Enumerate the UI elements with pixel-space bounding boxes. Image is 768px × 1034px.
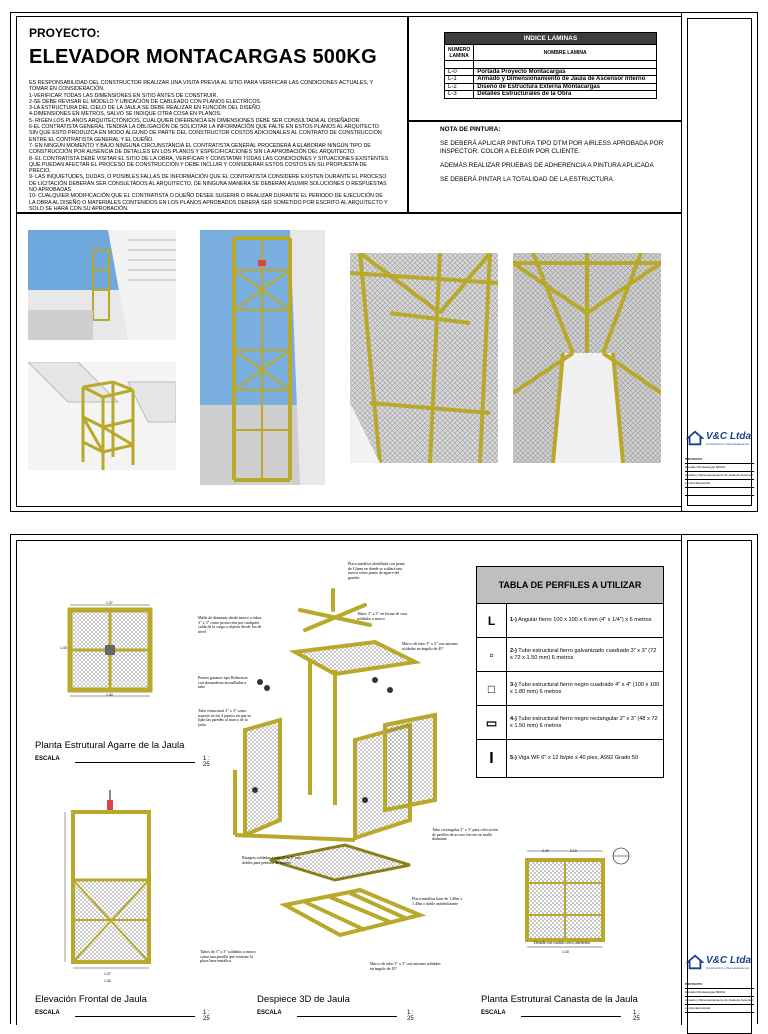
tb-line-2: Armado y Dimensionamiento de Jaula de Ascensor [685,997,754,1005]
escala-label: ESCALA [481,1010,506,1016]
tb-proyecto: PROYECTO: [685,981,754,989]
scale-elevacion [35,1010,210,1022]
table-row [477,671,663,705]
page-title: ELEVADOR MONTACARGAS 500KG [29,46,377,68]
construction-notes [29,80,389,212]
tb-line-1: Elevador Montacargas 500KG [685,989,754,997]
brand-sub: Construcción y Remodelaciones [706,441,750,446]
title-block [681,13,757,511]
company-logo [686,423,753,453]
dim-h1: 1.40 [60,646,67,650]
row-num: 4-) [510,715,517,722]
tb-line-3: Lamina Estructural [685,480,754,488]
annotation: Tubo rectangular 2" x 3" para colocación de perfiles de acceso tercero en malla diamante [432,827,498,842]
tb-line-4 [685,488,754,496]
note: 4-DIMENSIONES EN METROS, SALVO SE INDIQUE OTRA COSA EN PLANOS. [29,111,222,118]
row-num: 3-) [510,681,517,688]
row-num: 1-) [510,617,517,623]
row-num: L-1 [445,76,474,84]
render-stair-view [28,362,176,470]
col-numero: NUMERO LAMINA [445,45,474,61]
table-row [445,91,657,99]
paint-p1: SE DEBERÁ APLICAR PINTURA TIPO DTM POR AIRLESS APROBADA POR INSPECTOR. COLOR A ELEGIR POR CLIENTE. [440,140,664,155]
section-marker-icon [610,845,632,867]
table-row [477,739,663,777]
annotation: Malla de diamante desde marco a tubos 3" x 3" como protección por cualquier caída de la carga u objetos desde 1m de nivel [198,615,262,634]
table-row [477,637,663,671]
label-planta-agarre: Planta Estrutural Agarre de la Jaula [35,740,185,751]
note: 2-SE DEBE REVISAR EL MODELO Y UBICACIÓN DE CABLEADO CON PLANOS ELECTRICOS. [29,98,262,105]
brand-name: V&C Ltda [706,430,751,442]
scale-despiece [257,1010,414,1022]
proyecto-label: PROYECTO: [29,26,101,40]
house-icon [686,429,704,447]
title-block-lines [685,981,754,1013]
tabla-perfiles [476,566,664,778]
render-elevation-view [200,230,325,485]
table-row [477,603,663,637]
table-row [477,705,663,739]
annotation: Placa metálica base de 1.40m x 1.40m o doble antideslizante [412,896,463,906]
row-text: Angular fierro 100 x 100 x 6 mm (4" x 1/4") x 6 metros [518,617,652,623]
row-name: Armado y Dimensionamiento de Jaula de Ascensor Interno [474,76,657,84]
scale-value: 1 : 25 [203,756,210,768]
brand-sub: Construcción y Remodelaciones [706,965,750,970]
table-row [445,83,657,91]
scale-canasta [481,1010,640,1022]
dim-e-w1: 1.37 [104,972,111,976]
company-logo [686,947,753,977]
brand-name: V&C Ltda [706,954,751,966]
paint-p2: ADEMÁS REALIZAR PRUEBAS DE ADHERENCIA A PINTURA APLICADA [440,162,654,169]
annotation: Bisagras soldadas a tubo 3" x 3" con dobles para permitir de acceso [242,855,301,865]
table-row [445,68,657,76]
row-name: Portada Proyecto Montacargas [474,68,657,76]
tb-line-1: Elevador Montacargas 500KG [685,464,754,472]
table-row [445,76,657,84]
annotation: Marco de tubo 3" x 3" con uniones soldadas en ángulo de 45° [402,641,458,651]
row-num: L-3 [445,91,474,99]
tb-proyecto: PROYECTO: [685,456,754,464]
tb-line-2: Armado y Dimensionamiento de Jaula de Ascensor [685,472,754,480]
note: 6-EL CONTRATISTA GENERAL TENDRÁ LA OBLIGACIÓN DE SOLICITAR LA INFORMACIÓN QUE FALTE EN ESTOS PLANOS AL ARQUITECTO SIN QUE ESTO PRODUZCA EN MODO ALGUNO DE PARTE DEL CONSTRUCTOR COSTOS ADICIONALES AL CONTRATO DE CONSTRUCCIÓN ENTRE EL CONTRATISTA GENERAL Y EL DUEÑO. [29,124,382,143]
scale-value: 1 : 25 [407,1010,414,1022]
escala-label: ESCALA [35,756,60,762]
scale-value: 1 : 25 [203,1010,210,1022]
annotation: Marco de tubo 3" x 3" con uniones soldadas en ángulo de 45° [370,961,441,971]
row-name: Diseño de Estructura Externa Montacargas [474,83,657,91]
dim-c-w: 1.40 [562,950,569,954]
render-interior-view-2 [513,253,661,463]
paint-note [440,126,670,190]
row-name: Detalles Estructurales de la Obra [474,91,657,99]
note: 5- RIGEN LOS PLANOS ARQUITECTÓNICOS, CUALQUIER DIFERENCIA EN DIMENSIONES DEBE SER CONSULTADA AL DISEÑADOR. [29,117,361,124]
drawing-planta-canasta [515,845,615,955]
paint-title: NOTA DE PINTURA: [440,126,501,133]
drawing-elevacion-frontal [55,790,165,980]
row-num: 5-) [510,755,517,761]
rectangular-tube-icon: ▭ [477,706,507,739]
dim-e-w2: 1.40 [104,979,111,983]
label-despiece: Despiece 3D de Jaula [257,994,350,1005]
annotation: Tubos 3" x 3" en forma de cruz soldados a marco [357,611,408,621]
annotation: Tubo estructural 3" x 3" como soporte en los 4 puntos en que se fijan las paredes al marco de la jaula [198,708,251,727]
note: 10- CUALQUIER MODIFICACIÓN QUE EL CONTRATISTA O DUEÑO DESEE SUGERIR O REALIZAR DURANTE EL PERIODO DE EJECUCIÓN DE LA OBRA AL DISEÑO O MATERIALES CONTENIDOS EN LOS PLANOS APROBADOS DEBERÁ SER SOMETIDO POR ESCRITO AL ARQUITECTO Y SOLO SE HARÁ CON SU APROBACIÓN. [29,193,388,212]
note: 8- EL CONTRATISTA DEBE VISITAR EL SITIO DE LA OBRA, VERIFICAR Y CONSTATAR TODAS LAS CONDICIONES Y SITUACIONES EXISTENTES QUE PUEDAN AFECTAR EL PROCESO DE CONSTRUCCIÓN Y DEBE INCLUIR Y CONSIDERAR ESTOS COSTOS EN SU PROPUESTA DE PRECIO. [29,155,389,175]
dim-c-mid: 0.10 [570,849,577,853]
row-text: Tubo estructural fierro negro cuadrado 4" x 4" (100 x 100 x 1.80 mm) 6 metros [510,681,660,695]
square-tube-large-icon: □ [477,672,507,705]
row-text: Viga WF 6" x 12 lb/pie x 40 pies, A992 Grado 50 [518,755,639,761]
annotation: Tubos de 3" x 3" soldados a marco como una parrilla que sostiene la placa base metálica [200,949,256,964]
title-block-lines [685,456,754,496]
render-interior-view-1 [350,253,498,463]
angular-profile-icon: L [477,604,507,637]
tb-line-3: Lamina Estructural [685,1005,754,1013]
row-num: L-2 [445,83,474,91]
annotation: Detalle con cordón cerco alrededor [534,940,591,945]
row-text: Tubo estructural fierro negro rectangular 2" x 3" (48 x 72 x 1.50 mm) 6 metros [510,715,658,729]
row-num: 2-) [510,647,517,654]
note: 3-LA ESTRUCTURA DEL CIELO DE LA JAULA SE DEBE REALIZAR EN FUNCIÓN DEL DISEÑO. [29,105,262,112]
note: 1-VERIFICAR TODAS LAS DIMENSIONES EN SITIO ANTES DE CONSTRUIR. [29,92,218,99]
label-canasta: Planta Estrutural Canasta de la Jaula [481,994,638,1005]
wf-beam-icon: I [477,740,507,777]
scale-value: 1 : 25 [633,1010,640,1022]
col-nombre: NOMBRE LAMINA [474,45,657,61]
escala-label: ESCALA [35,1010,60,1016]
row-num: L-0 [445,68,474,76]
title-block [681,535,757,1024]
indice-title: INDICE LAMINAS [445,33,657,45]
escala-label: ESCALA [257,1010,282,1016]
house-icon [686,953,704,971]
indice-laminas-table [444,32,657,99]
label-elevacion: Elevación Frontal de Jaula [35,994,147,1005]
note: ES RESPONSABILIDAD DEL CONSTRUCTOR REALIZAR UNA VISITA PREVIA AL SITIO PARA VERIFICAR LAS CONDICIONES ACTUALES, Y TOMAR EN CONSIDERACIÓN. [29,80,374,93]
note: 7- EN NINGÚN MOMENTO Y BAJO NINGUNA CIRCUNSTANCIA EL CONTRATISTA GENERAL PROCEDERÁ A ELABORAR NINGÚN TIPO DE CONSTRUCCIÓN POR AUSENCIA DE DETALLES EN LOS PLANOS Y ESPECIFICACIONES SIN LA APROBACIÓN DEL ARQUITECTO. [29,142,371,156]
dim-c-top: 0.49 [542,849,549,853]
drawing-planta-agarre [60,600,160,700]
row-text: Tubo estructural fierro galvanizado cuadrado 3" x 3" (72 x 72 x 1.50 mm) 6 metros [510,647,657,661]
dim-w2: 1.40 [106,693,113,697]
paint-p3: SE DEBERÁ PINTAR LA TOTALIDAD DE LA ESTRUCTURA [440,176,613,183]
dim-w1: 1.37 [106,601,113,605]
tabla-title: TABLA DE PERFILES A UTILIZAR [477,567,663,603]
scale-planta-agarre [35,756,210,768]
note: 9- LAS INQUIETUDES, DUDAS, O POSIBLES FALLAS DE INFORMACIÓN QUE EL CONTRATISTA CONSIDERE EXISTEN DURANTE EL PROCESO DE LICITACIÓN DEBERÁN SER CONSULTADOS AL ARQUITECTO, DE NINGUNA MANERA SE DEBERÁN ASUMIR SOLUCIONES O RESPUESTAS NO APROBADAS. [29,174,387,194]
render-exterior-view [28,230,176,340]
annotation: Pernos gusanos tipo Robertson con abrazaderas atornilladas a tubo [198,675,248,690]
square-tube-icon: ▫ [477,638,507,671]
annotation: Placa metálica alertillada con perno de 12mm en donde se soldará una tuerca como punto de agarre del gancho [348,561,406,580]
